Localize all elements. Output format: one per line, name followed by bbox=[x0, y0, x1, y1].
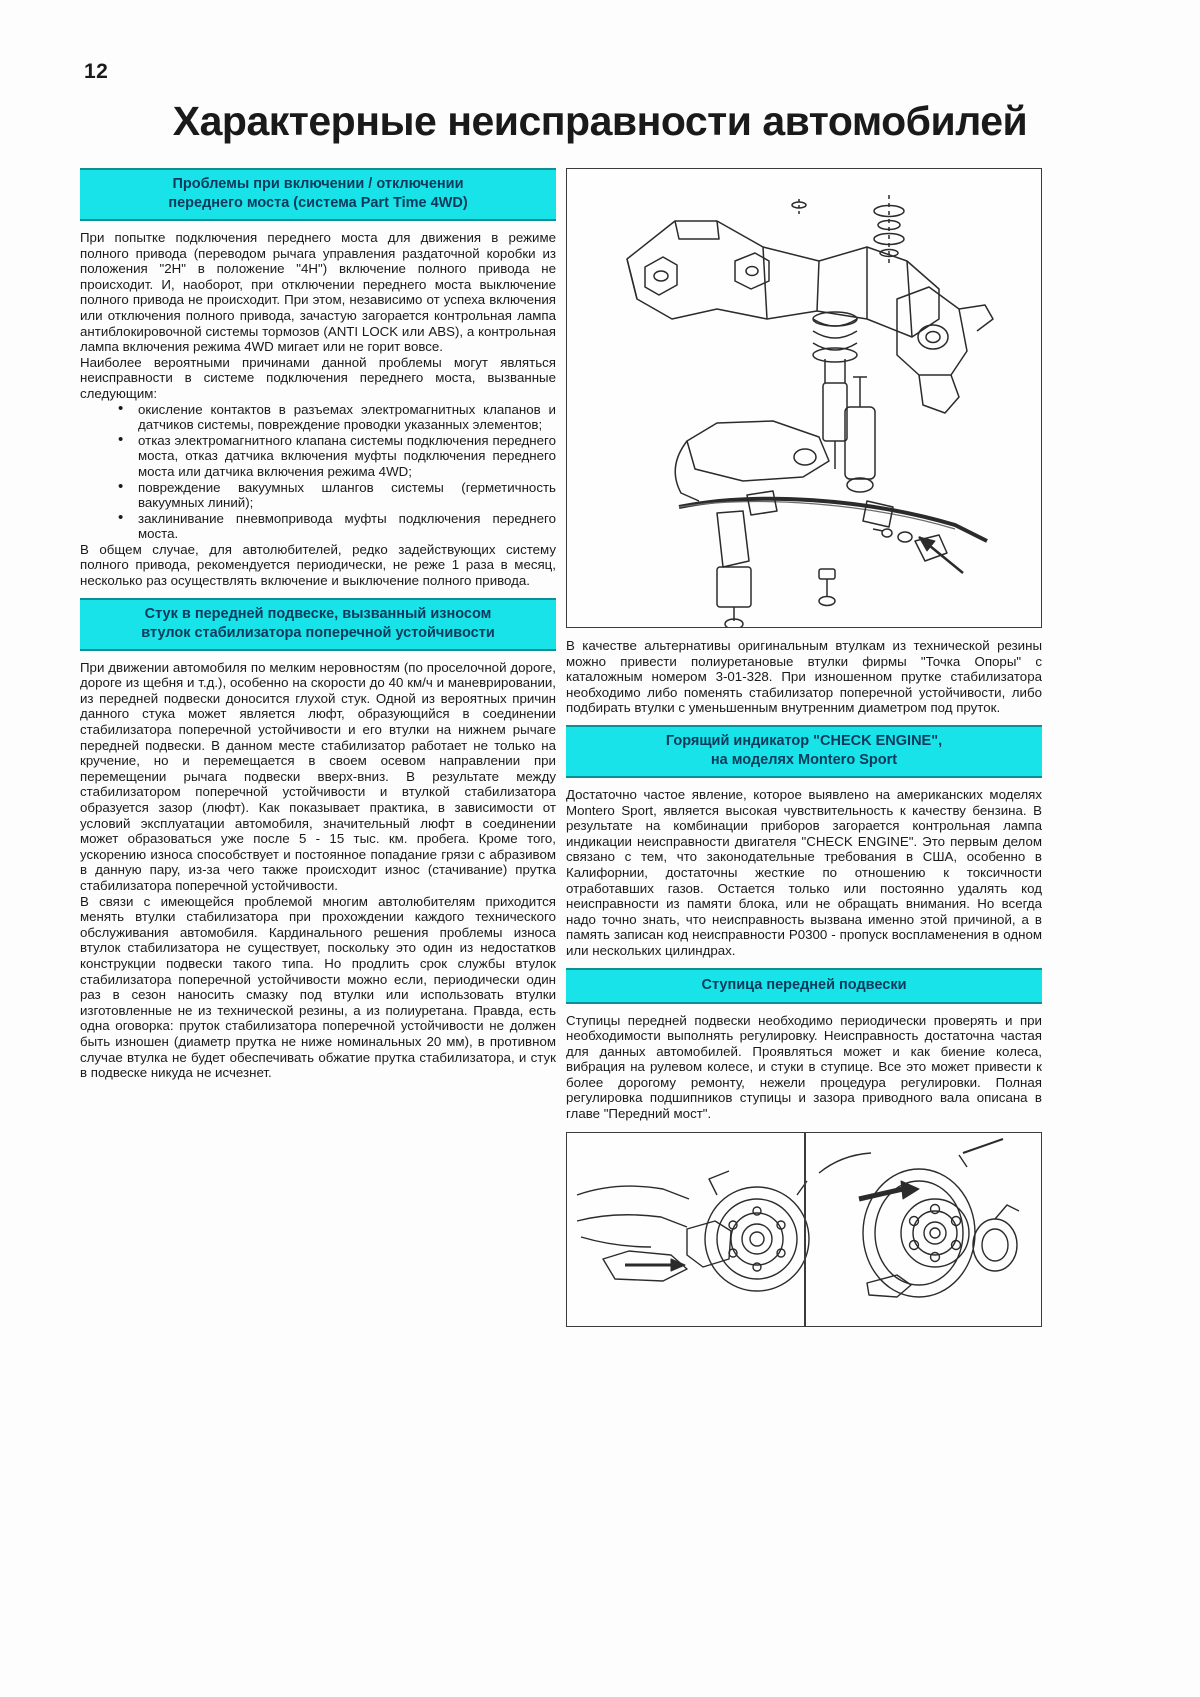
paragraph: Наиболее вероятными причинами данной проблемы могут являться неисправности в системе подключения переднего моста, вызванные следующим: bbox=[80, 354, 556, 401]
page-number: 12 bbox=[84, 60, 109, 83]
spacer bbox=[80, 589, 556, 598]
list-item: • повреждение вакуумных шлангов системы (герметичность вакуумных линий); bbox=[114, 480, 556, 511]
right-column bbox=[566, 168, 1042, 1327]
left-column bbox=[80, 168, 556, 1081]
banner-line-1: Ступица передней подвески bbox=[701, 976, 907, 993]
paragraph: Достаточно частое явление, которое выявлено на американских моделях Montero Sport, является высокая чувствительность к качеству бензина. В результате на комбинации приборов загорается контрольная лампа индикации неисправности двигателя "CHECK ENGINE". Это первым делом связано с тем, что законодательные требования в США, особенно в Калифорнии, достаточны жесткие по отношению к токсичности отработавших газов. Остается только или постоянно удалять код неисправности из памяти блока, или не обращать внимания. Но всегда надо точно знать, что неисправность вызвана именно этой причиной, а в память записан код неисправности P0300 - пропуск воспламенения в одном или нескольких цилиндрах. bbox=[566, 786, 1042, 958]
list-item: • заклинивание пневмопривода муфты подключения переднего моста. bbox=[114, 511, 556, 542]
banner-line-1: Стук в передней подвеске, вызванный износом bbox=[144, 605, 492, 622]
section-banner-front-hub bbox=[566, 968, 1042, 1004]
banner-line-1: Горящий индикатор "CHECK ENGINE", bbox=[665, 732, 943, 749]
list-item: • окисление контактов в разъемах электромагнитных клапанов и датчиков системы, повреждение проводки указанных элементов; bbox=[114, 402, 556, 433]
page-title: Характерные неисправности автомобилей bbox=[172, 98, 1028, 144]
spacer bbox=[566, 959, 1042, 968]
figure-front-suspension-diagram bbox=[566, 168, 1042, 628]
figure-front-hub-diagrams bbox=[566, 1132, 1042, 1327]
banner-line-2: втулок стабилизатора поперечной устойчивости bbox=[141, 624, 495, 641]
paragraph: При попытке подключения переднего моста для движения в режиме полного привода (переводом рычага управления раздаточной коробки из положения "2Н" в положение "4Н") включение полного привода не происходит. И, наоборот, при отключении переднего моста выключение полного привода не происходит. При этом, независимо от успеха включения или отключения полного привода, зачастую загорается контрольная лампа антиблокировочной системы тормозов (ANTI LOCK или ABS), а контрольная лампа включения режима 4WD мигает или не горит вовсе. bbox=[80, 230, 556, 355]
list-item: • отказ электромагнитного клапана системы подключения переднего моста, отказ датчика включения муфты подключения переднего моста или датчика включения режима 4WD; bbox=[114, 433, 556, 480]
section-banner-front-axle bbox=[80, 168, 556, 221]
banner-line-2: на моделях Montero Sport bbox=[710, 751, 898, 768]
section-banner-check-engine bbox=[566, 725, 1042, 778]
paragraph: Ступицы передней подвески необходимо периодически проверять и при необходимости выполнять регулировку. Неисправность достаточна частая для данных автомобилей. Проявляться может и как биение колеса, вибрация на рулевом колесе, и стуки в ступице. Все это может привести к более дорогому ремонту, нежели процедура регулировки. Полная регулировка подшипников ступицы и зазора приводного вала описана в главе "Передний мост". bbox=[566, 1012, 1042, 1122]
banner-line-2: переднего моста (система Part Time 4WD) bbox=[168, 195, 468, 211]
section-banner-stabilizer-knock bbox=[80, 598, 556, 651]
banner-line-1: Проблемы при включении / отключении bbox=[172, 176, 464, 192]
spacer bbox=[566, 716, 1042, 725]
paragraph: В связи с имеющейся проблемой многим автолюбителям приходится менять втулки стабилизатора при прохождении каждого технического обслуживания автомобиля. Кардинального решения проблемы износа втулок стабилизатора не существует, поскольку это один из недостатков конструкции подвески такого типа. Но продлить срок службы втулок стабилизатора поперечной устойчивости можно если, периодически один раз в сезон наносить смазку под втулки или использовать втулки изготовленные не из технической резины, а из полиуретана. Правда, есть одна оговорка: пруток стабилизатора поперечной устойчивости не должен быть изношен (диаметр прутка не ниже номинальных 20 мм), в противном случае втулка не будет обеспечивать обжатие прутка стабилизатора, и стук в подвеске никуда не исчезнет. bbox=[80, 893, 556, 1081]
figure-divider bbox=[804, 1133, 806, 1326]
paragraph: В общем случае, для автолюбителей, редко задействующих систему полного привода, рекомендуется периодически, не реже 1 раза в месяц, несколько раз осуществлять включение и выключение полного привода. bbox=[80, 541, 556, 589]
paragraph: При движении автомобиля по мелким неровностям (по проселочной дороге, дороге из щебня и т.д.), особенно на скорости до 40 км/ч и маневрировании, из передней подвески доносится глухой стук. Одной из вероятных причин данного стука может является люфт, образующийся в соединении стабилизатора поперечной устойчивости и его втулки на нижнем рычаге передней подвески. В данном месте стабилизатор работает не только на кручение, но и перемещается в своем осевом направлении при перемещении рычага подвески вверх-вниз. В результате между стабилизатором поперечной устойчивости и втулкой стабилизатора образуется зазор (люфт). Как показывает практика, в зависимости от условий эксплуатации автомобиля, значительный люфт в соединении может образоваться уже после 5 - 15 тыс. км. пробега. Кроме того, ускорению износа способствует и постоянное попадание грязи с абразивом в данную пару, из-за чего также происходит износ (стачивание) прутка стабилизатора поперечной устойчивости. bbox=[80, 659, 556, 893]
paragraph: В качестве альтернативы оригинальным втулкам из технической резины можно привести полиуретановые втулки фирмы "Точка Опоры" с каталожным номером 3-01-328. При изношенном прутке стабилизатора необходимо либо поменять стабилизатор поперечной устойчивости, либо подбирать втулки с уменьшенным внутренним диаметром под пруток. bbox=[566, 638, 1042, 716]
cause-list bbox=[80, 402, 556, 542]
